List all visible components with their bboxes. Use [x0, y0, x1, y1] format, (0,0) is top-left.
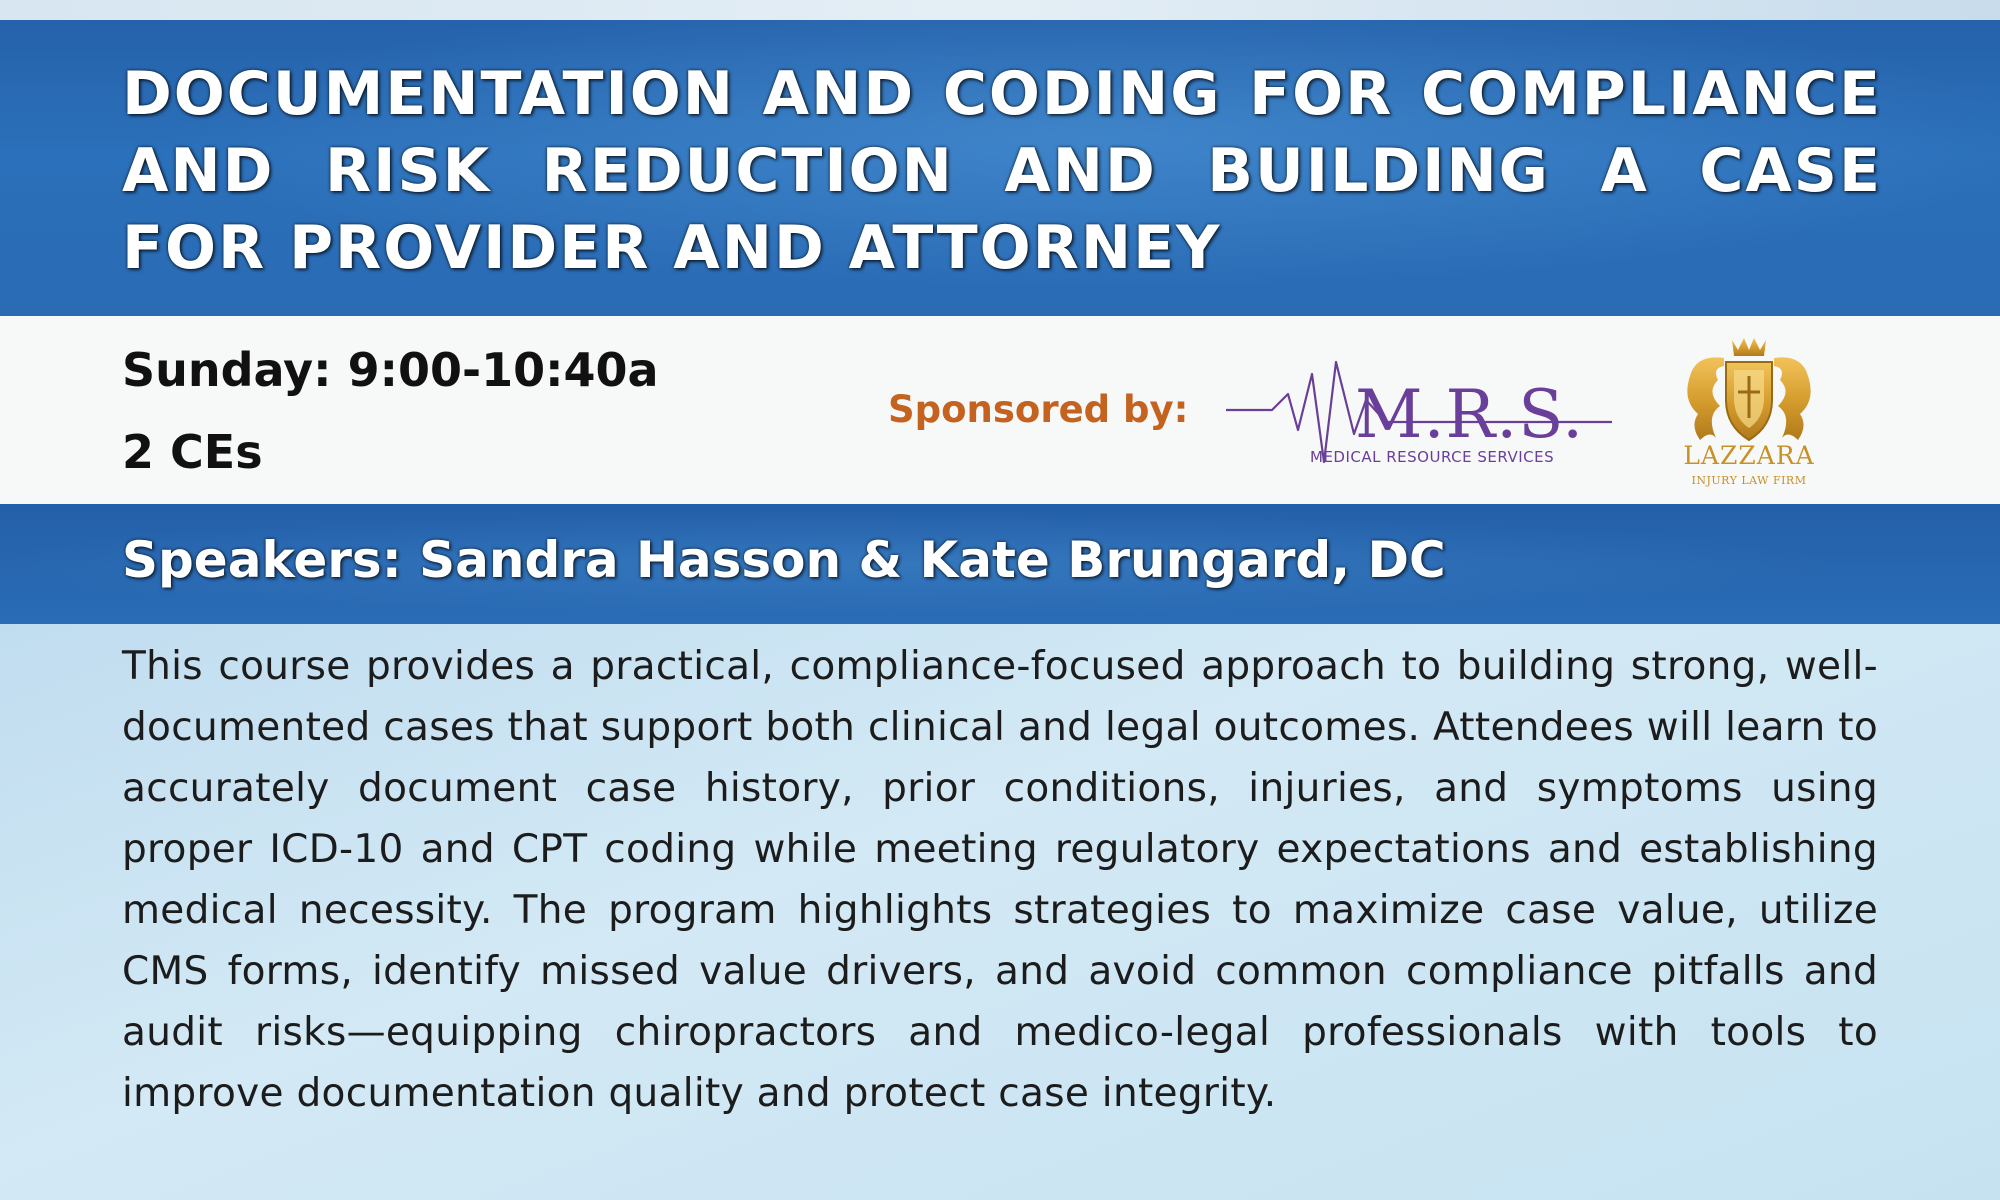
lazzara-name: LAZZARA — [1683, 441, 1815, 470]
mrs-wordmark: M.R.S. — [1355, 376, 1585, 453]
course-title: DOCUMENTATION AND CODING FOR COMPLIANCE AND RISK REDUCTION AND BUILDING A CASE FOR PROVIDER AND ATTORNEY — [122, 59, 1882, 283]
lazzara-tagline: INJURY LAW FIRM — [1691, 474, 1807, 487]
crown-icon — [1732, 338, 1766, 356]
sponsored-by-label: Sponsored by: — [888, 388, 1189, 431]
speakers-banner — [0, 504, 2000, 624]
left-mantling-icon — [1687, 357, 1724, 440]
mrs-subtitle: MEDICAL RESOURCE SERVICES — [1310, 448, 1555, 466]
speakers-line: Speakers: Sandra Hasson & Kate Brungard, DC — [122, 531, 1446, 589]
title-banner — [0, 20, 2000, 316]
top-strip — [0, 0, 2000, 20]
ce-credits: 2 CEs — [122, 425, 263, 479]
session-time: Sunday: 9:00-10:40a — [122, 343, 659, 397]
course-description: This course provides a practical, compliance-focused approach to building strong, well-documented cases that support both clinical and legal outcomes. Attendees will learn to accurately document case history, prior conditions, injuries, and symptoms using proper ICD-10 and CPT coding while meeting regulatory expectations and establishing medical necessity. The program highlights strategies to maximize case value, utilize CMS forms, identify missed value drivers, and avoid common compliance pitfalls and audit risks—equipping chiropractors and medico-legal professionals with tools to improve documentation quality and protect case integrity. — [122, 644, 1878, 1116]
right-mantling-icon — [1774, 357, 1811, 440]
session-info-band — [0, 316, 2000, 504]
